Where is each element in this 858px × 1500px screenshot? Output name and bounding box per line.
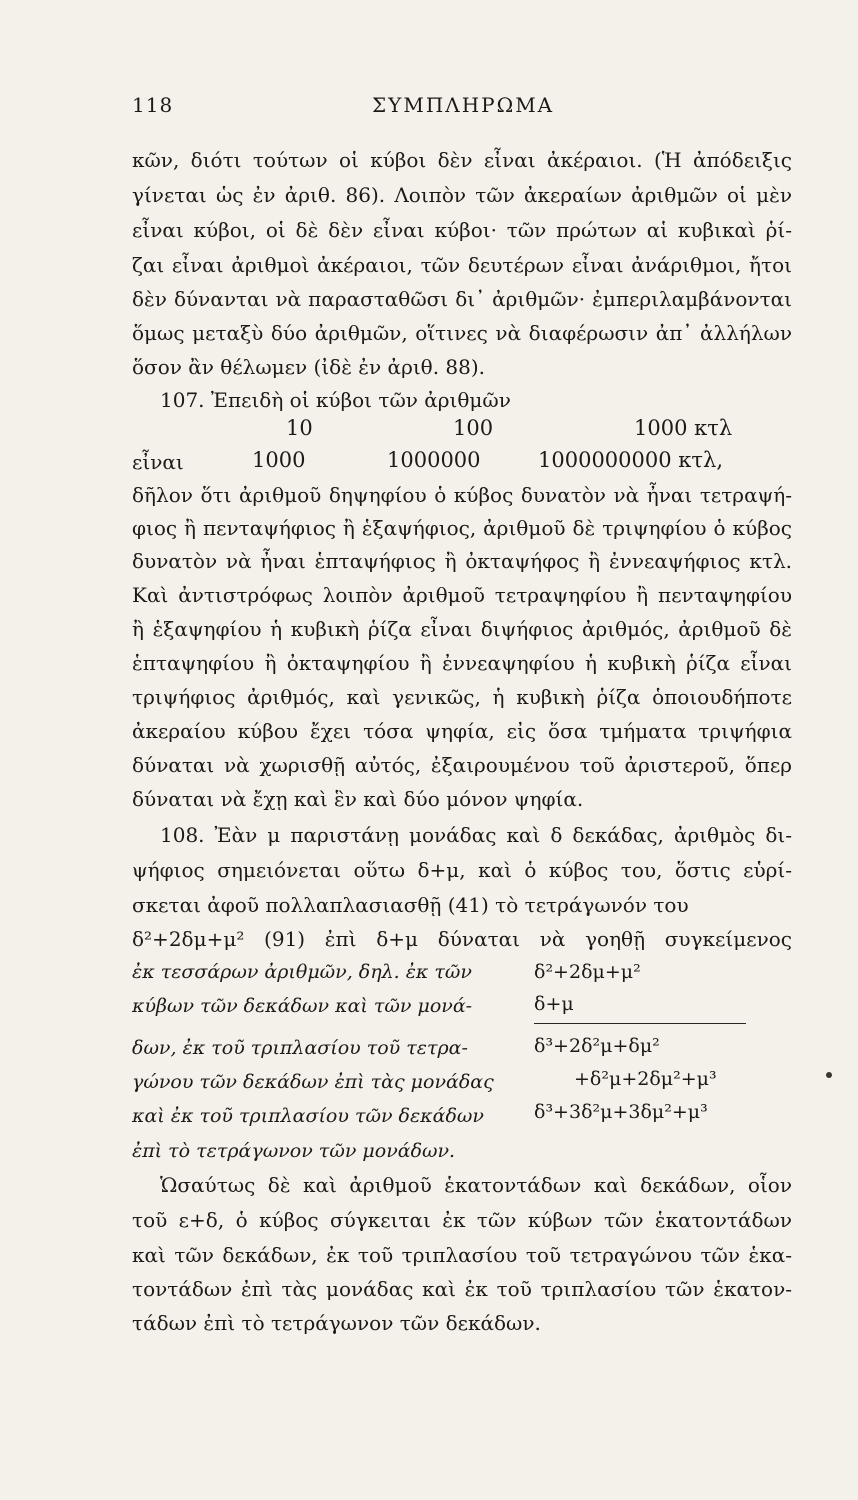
number-cell: 1000: [252, 448, 306, 472]
cube-result: δ³+3δ²μ+3δμ²+μ³: [534, 1101, 708, 1123]
text-line: τοῦ ε+δ, ὁ κύβος σύγκειται ἐκ τῶν κύβων τῶν ἑκατοντάδων: [132, 1208, 792, 1232]
partial-product: +δ²μ+2δμ²+μ³: [574, 1068, 717, 1090]
row-label: εἶναι: [132, 450, 184, 474]
formula-text-line: κύβων τῶν δεκάδων καὶ τῶν μονά-: [132, 995, 473, 1017]
text-line: ὅμως μεταξὺ δύο ἀριθμῶν, οἵτινες νὰ διαφέρωσιν ἀπ᾽ ἀλλήλων: [132, 321, 792, 345]
text-line: ζαι εἶναι ἀριθμοὶ ἀκέραιοι, τῶν δευτέρων εἶναι ἀνάριθμοι, ἤτοι: [132, 253, 792, 277]
text-line: ἢ ἑξαψηφίου ἡ κυβικὴ ῥίζα εἶναι διψήφιος ἀριθμός, ἀριθμοῦ δὲ: [132, 617, 792, 641]
number-cell: 100: [453, 416, 494, 440]
text-line: δύναται νὰ χωρισθῇ αὐτός, ἐξαιρουμένου τοῦ ἀριστεροῦ, ὅπερ: [132, 753, 792, 777]
number-cell: 1000 κτλ: [634, 416, 733, 440]
formula-text-line: καὶ ἐκ τοῦ τριπλασίου τῶν δεκάδων: [132, 1105, 484, 1127]
text-line: δυνατὸν νὰ ἦναι ἑπταψήφιος ἢ ὀκταψήφος ἢ ἐννεαψήφιος κτλ.: [132, 549, 792, 573]
section-108-heading: 108. Ἐὰν μ παριστάνῃ μονάδας καὶ δ δεκάδας, ἀριθμὸς δι-: [160, 823, 792, 847]
page-header: [132, 93, 792, 123]
number-cell: 10: [286, 416, 313, 440]
text-line: δ²+2δμ+μ² (91) ἐπὶ δ+μ δύναται νὰ γοηθῇ συγκείμενος: [132, 927, 792, 951]
text-line: εἶναι κύβοι, οἱ δὲ δὲν εἶναι κύβοι· τῶν πρώτων αἱ κυβικαὶ ῥί-: [132, 218, 792, 242]
text-line: δύναται νὰ ἔχῃ καὶ ἓν καὶ δύο μόνον ψηφία.: [132, 787, 584, 811]
text-line: Ὡσαύτως δὲ καὶ ἀριθμοῦ ἑκατοντάδων καὶ δεκάδων, οἷον: [160, 1173, 792, 1197]
text-line: κῶν, διότι τούτων οἱ κύβοι δὲν εἶναι ἀκέραιοι. (Ἡ ἀπόδειξις: [132, 148, 792, 172]
text-line: Καὶ ἀντιστρόφως λοιπὸν ἀριθμοῦ τετραψηφίου ἢ πενταψηφίου: [132, 583, 792, 607]
number-cell: 1000000000 κτλ,: [538, 448, 724, 472]
text-line: τριψήφιος ἀριθμός, καὶ γενικῶς, ἡ κυβικὴ ῥίζα ὁποιουδήποτε: [132, 685, 792, 709]
text-line: ἀκεραίου κύβου ἔχει τόσα ψηφία, εἰς ὅσα τμήματα τριψήφια: [132, 719, 792, 743]
text-line: ψήφιος σημειόνεται οὕτω δ+μ, καὶ ὁ κύβος του, ὅστις εὑρί-: [132, 858, 792, 882]
formula-text-line: ἐκ τεσσάρων ἀριθμῶν, δηλ. ἐκ τῶν: [132, 961, 472, 983]
formula-text-line: δων, ἐκ τοῦ τριπλασίου τοῦ τετρα-: [132, 1037, 468, 1059]
text-line: γίνεται ὡς ἐν ἀριθ. 86). Λοιπὸν τῶν ἀκεραίων ἀριθμῶν οἱ μὲν: [132, 183, 792, 207]
formula-text-line: γώνου τῶν δεκάδων ἐπὶ τὰς μονάδας: [132, 1071, 494, 1093]
running-title: ΣΥΜΠΛΗΡΩΜΑ: [372, 93, 555, 117]
text-line: σκεται ἀφοῦ πολλαπλασιασθῇ (41) τὸ τετράγωνόν του: [132, 893, 689, 917]
text-line: δὲν δύνανται νὰ παρασταθῶσι δι᾽ ἀριθμῶν· ἐμπεριλαμβάνονται: [132, 287, 792, 311]
multiplier: δ+μ: [534, 993, 574, 1015]
text-line: τοντάδων ἐπὶ τὰς μονάδας καὶ ἐκ τοῦ τριπλασίου τῶν ἑκατον-: [132, 1277, 792, 1301]
multiplication-rule: [534, 1023, 746, 1024]
section-107-heading: 107. Ἐπειδὴ οἱ κύβοι τῶν ἀριθμῶν: [160, 388, 511, 412]
text-line: τάδων ἐπὶ τὸ τετράγωνον τῶν δεκάδων.: [132, 1311, 541, 1335]
formula-text-line: ἐπὶ τὸ τετράγωνον τῶν μονάδων.: [132, 1140, 456, 1162]
text-line: φιος ἢ πενταψήφιος ἢ ἑξαψήφιος, ἀριθμοῦ δὲ τριψηφίου ὁ κύβος: [132, 516, 792, 540]
ink-speck: [826, 1072, 832, 1078]
text-line: δῆλον ὅτι ἀριθμοῦ δηψηφίου ὁ κύβος δυνατὸν νὰ ἦναι τετραψή-: [132, 483, 792, 507]
text-line: ὅσον ἂν θέλωμεν (ἰδὲ ἐν ἀριθ. 88).: [132, 355, 486, 379]
text-line: ἑπταψηφίου ἢ ὀκταψηφίου ἢ ἐννεαψηφίου ἡ κυβικὴ ῥίζα εἶναι: [132, 651, 792, 675]
multiplicand: δ²+2δμ+μ²: [534, 961, 641, 983]
page-number: 118: [132, 93, 174, 117]
number-cell: 1000000: [387, 448, 481, 472]
text-line: καὶ τῶν δεκάδων, ἐκ τοῦ τριπλασίου τοῦ τετραγώνου τῶν ἑκα-: [132, 1243, 792, 1267]
partial-product: δ³+2δ²μ+δμ²: [534, 1035, 660, 1057]
